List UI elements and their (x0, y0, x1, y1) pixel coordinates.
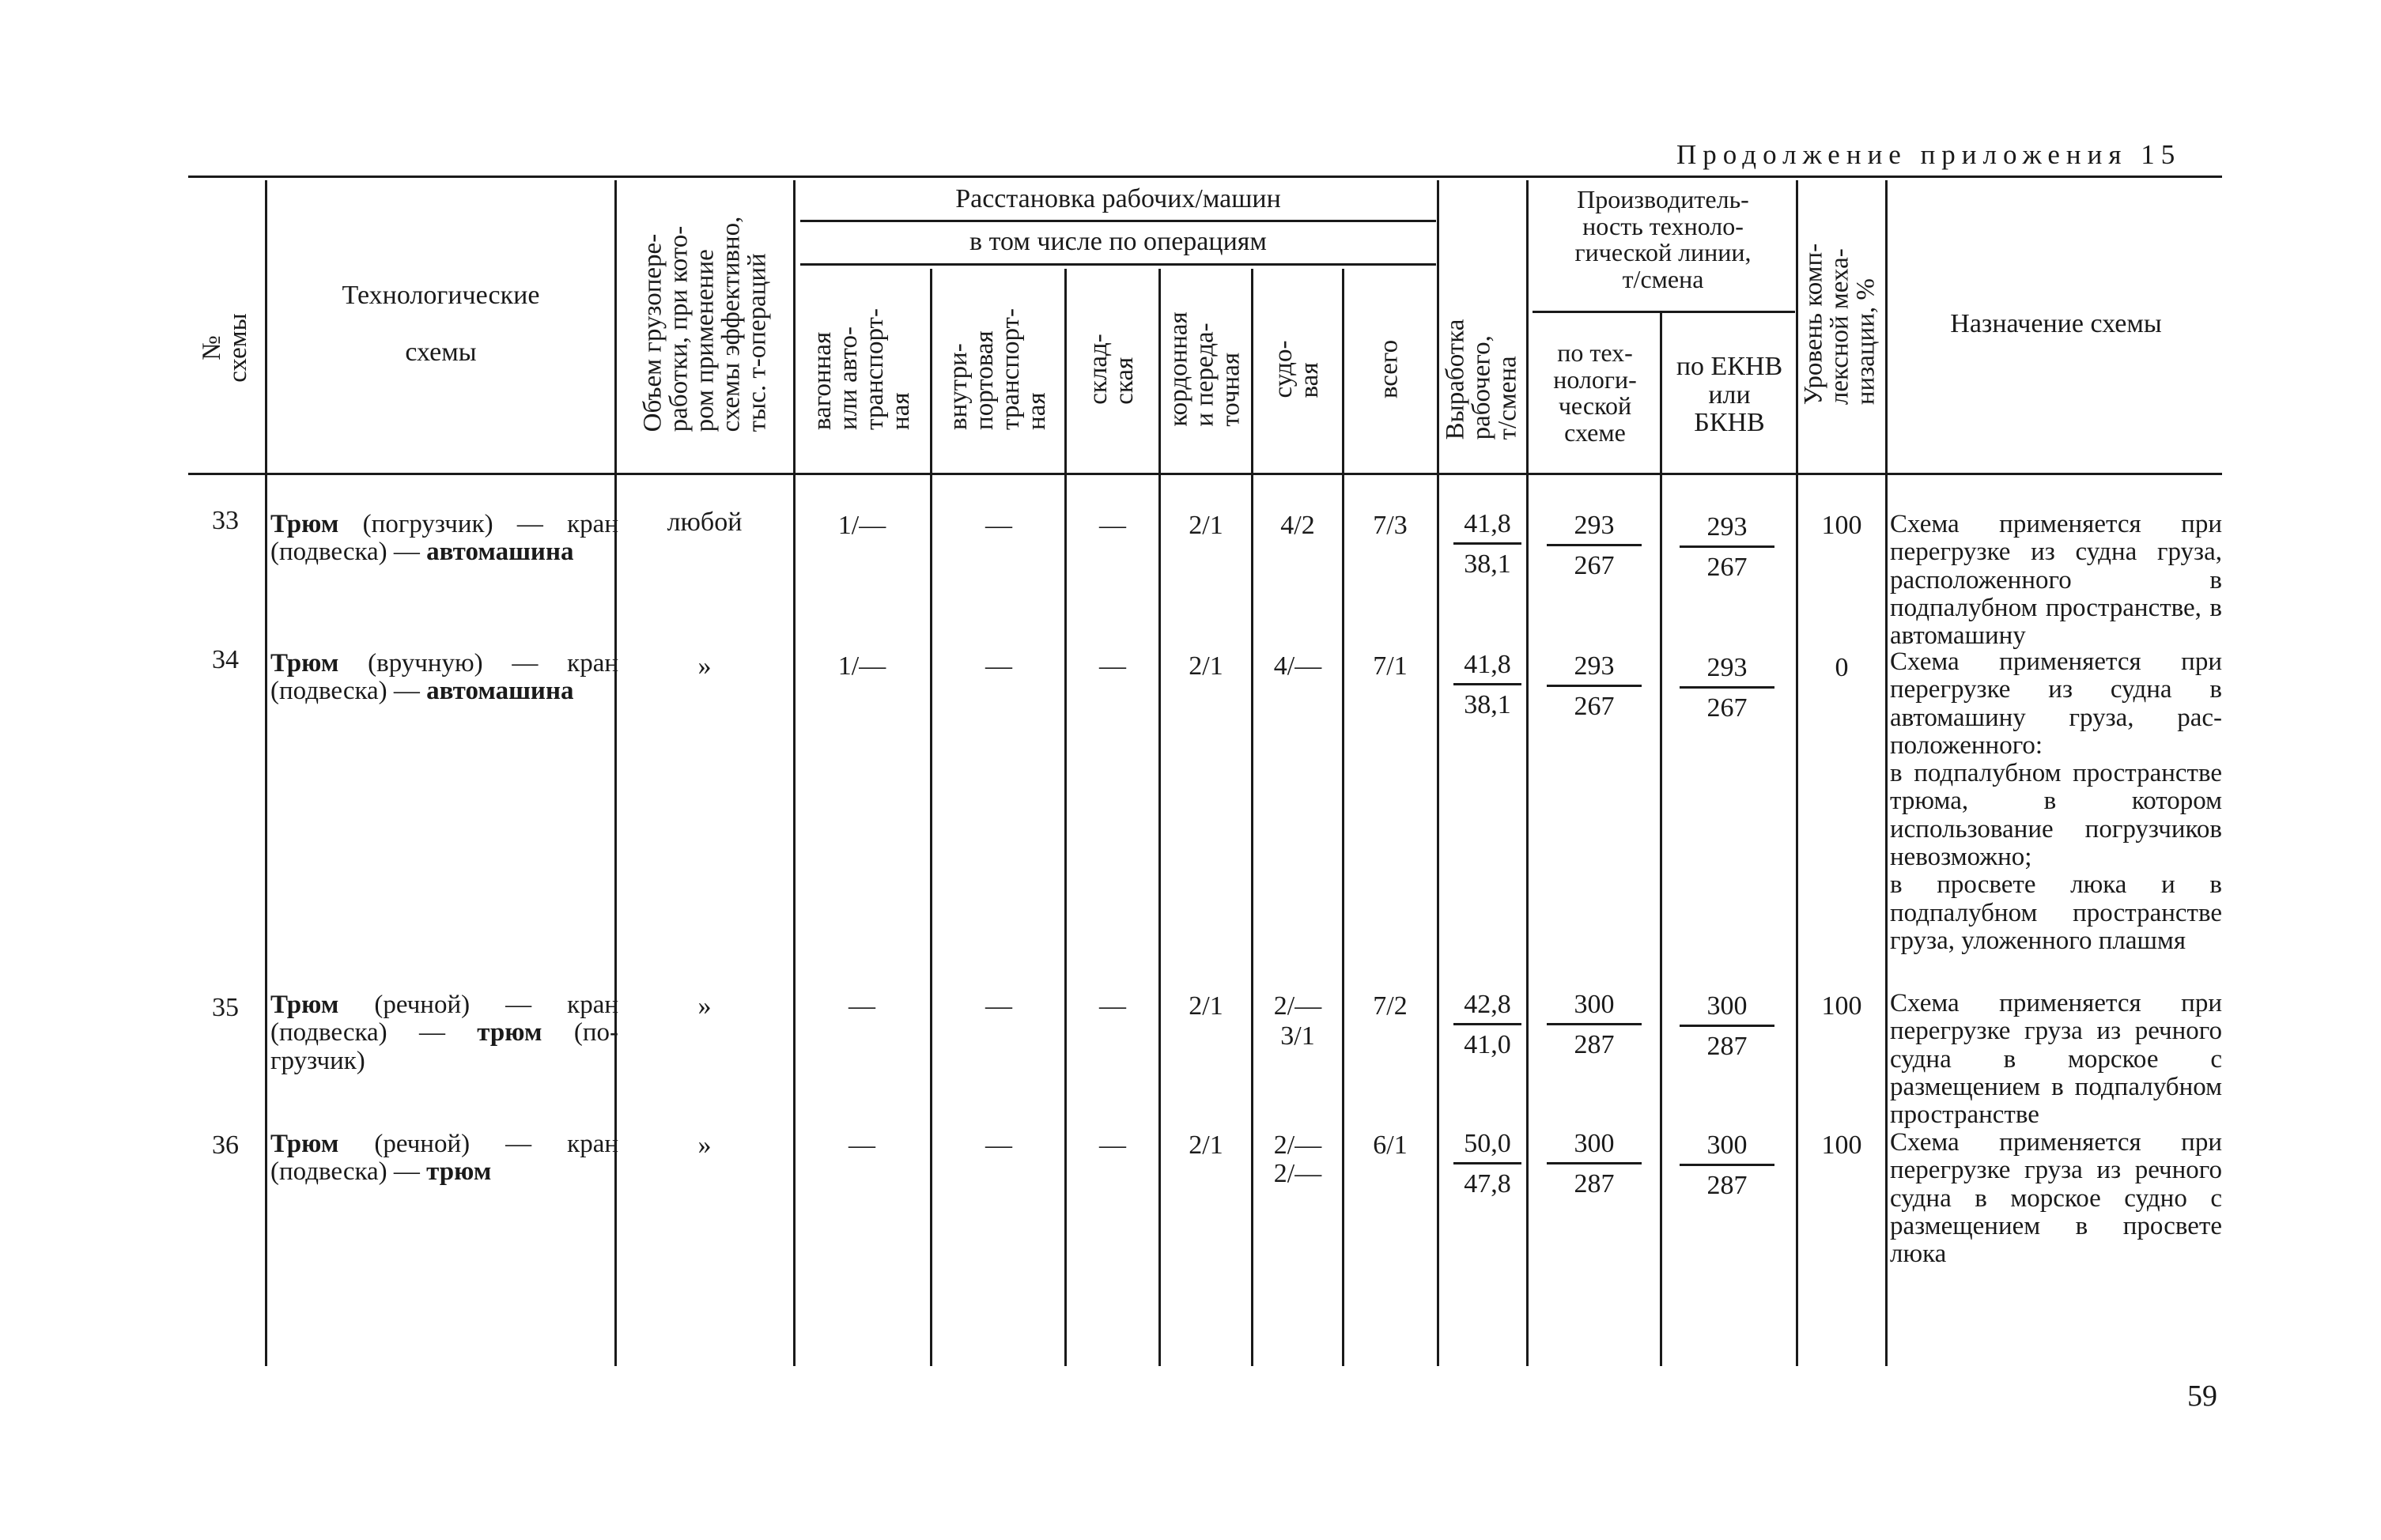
ship-cell: 4/— (1273, 651, 1322, 681)
volume-cell: » (697, 651, 712, 681)
purpose-text: Схема применяется при перегрузке груза из речного судна в морское с размещением в подпалубном пространстве (1890, 989, 2222, 1130)
page-caption: Продолжение приложения 15 (1676, 139, 2182, 170)
ship-cell: 2/— (1273, 991, 1322, 1021)
page-number: 59 (2187, 1380, 2217, 1413)
warehouse-cell: — (1099, 651, 1126, 681)
mech-cell: 100 (1821, 1130, 1862, 1160)
ship-cell-2: 3/1 (1280, 1021, 1315, 1051)
header-op-warehouse: склад- ская (1084, 334, 1139, 405)
header-output: Выработка рабочего, т/смена (1441, 319, 1522, 440)
scheme-text: Трюм (вручную) — кран (подвеска) — автомашина (270, 649, 618, 706)
ship-cell: 2/— (1273, 1130, 1322, 1160)
kordon-cell: 2/1 (1189, 991, 1223, 1021)
header-productivity: Производитель- ность техноло- гической линии, т/смена (1574, 185, 1752, 293)
placement-group-rule (800, 220, 1436, 222)
header-scheme-line1: Технологические (342, 281, 540, 310)
output-fraction: $\frac{41,8}{38,1}$ (1453, 511, 1521, 578)
header-op-total: всего (1374, 339, 1404, 399)
header-purpose: Назначение схемы (1950, 309, 2162, 338)
total-cell: 7/1 (1373, 651, 1408, 681)
header-op-inport: внутри- портовая транспорт- ная (944, 308, 1051, 430)
header-bottom-rule (188, 473, 2222, 475)
volume-cell: » (697, 991, 712, 1021)
table-top-rule (188, 176, 2222, 178)
header-placement: Расстановка рабочих/машин (955, 184, 1281, 213)
inport-cell: — (985, 651, 1012, 681)
total-cell: 6/1 (1373, 1130, 1408, 1160)
kordon-cell: 2/1 (1189, 651, 1223, 681)
scheme-text: Трюм (погрузчик) — кран (подвеска) — автомашина (270, 510, 618, 567)
col-rule (1660, 313, 1662, 1366)
col-rule (1796, 180, 1798, 1366)
purpose-text: Схема применяется при перегрузке из судна в автомашину груза, расположенного: в подпалубном пространстве трюма, в котором использование погрузчиков невозможно; в просвете люка и в подпалубном пространстве груза, уложенного плашмя (1890, 647, 2222, 955)
warehouse-cell: — (1099, 511, 1126, 540)
col-rule (614, 180, 617, 1366)
warehouse-cell: — (1099, 991, 1126, 1021)
mech-cell: 0 (1835, 653, 1849, 682)
header-mech: Уровень комп- лексной меха- низации, % (1799, 243, 1880, 406)
col-rule (1251, 269, 1253, 1366)
wagon-cell: 1/— (837, 651, 886, 681)
total-cell: 7/2 (1373, 991, 1408, 1021)
col-rule (930, 269, 932, 1366)
kordon-cell: 2/1 (1189, 511, 1223, 540)
eknv-fraction: $\frac{300}{287}$ (1680, 1132, 1774, 1199)
inport-cell: — (985, 1130, 1012, 1160)
mech-cell: 100 (1821, 991, 1862, 1021)
purpose-text: Схема применяется при перегрузке груза из речного судна в морское судно с размещением в просвете люка (1890, 1128, 2222, 1269)
purpose-text: Схема применяется при перегрузке из судна груза, расположенного в подпалубном пространстве, в автомашину (1890, 510, 2222, 651)
row-no: 36 (212, 1130, 239, 1160)
mech-cell: 100 (1821, 511, 1862, 540)
header-incl: в том числе по операциям (969, 227, 1267, 256)
col-rule (1158, 269, 1161, 1366)
output-fraction: $\frac{50,0}{47,8}$ (1453, 1130, 1521, 1198)
header-op-ship: судо- вая (1269, 340, 1324, 398)
col-rule (1526, 180, 1529, 1366)
volume-cell: любой (667, 508, 743, 537)
wagon-cell: 1/— (837, 511, 886, 540)
row-no: 35 (212, 993, 239, 1022)
header-prod-eknv: по ЕКНВ или БКНВ (1676, 352, 1783, 438)
prod-fraction: $\frac{293}{267}$ (1547, 653, 1642, 720)
prod-fraction: $\frac{300}{287}$ (1547, 1130, 1642, 1198)
prod-fraction: $\frac{300}{287}$ (1547, 991, 1642, 1059)
eknv-fraction: $\frac{300}{287}$ (1680, 993, 1774, 1060)
inport-cell: — (985, 511, 1012, 540)
row-no: 33 (212, 506, 239, 535)
scheme-text: Трюм (речной) — кран (подвеска) — трюм (270, 1130, 618, 1187)
warehouse-cell: — (1099, 1130, 1126, 1160)
col-rule (1885, 180, 1888, 1366)
col-rule (1342, 269, 1344, 1366)
header-scheme-line2: схемы (405, 338, 477, 367)
header-prod-scheme: по тех- нологи- ческой схеме (1553, 338, 1637, 447)
prod-fraction: $\frac{293}{267}$ (1547, 512, 1642, 579)
header-op-wagon: вагонная или авто- транспорт- ная (808, 308, 915, 430)
kordon-cell: 2/1 (1189, 1130, 1223, 1160)
volume-cell: » (697, 1130, 712, 1160)
incl-group-rule (800, 263, 1436, 266)
eknv-fraction: $\frac{293}{267}$ (1680, 655, 1774, 722)
col-rule (265, 180, 267, 1366)
total-cell: 7/3 (1373, 511, 1408, 540)
scheme-text: Трюм (речной) — кран (подвеска) — трюм (погрузчик) (270, 991, 618, 1075)
col-rule (1064, 269, 1067, 1366)
ship-cell-2: 2/— (1273, 1159, 1322, 1188)
row-no: 34 (212, 645, 239, 674)
ship-cell: 4/2 (1280, 511, 1315, 540)
productivity-group-rule (1533, 311, 1795, 313)
eknv-fraction: $\frac{293}{267}$ (1680, 514, 1774, 581)
header-op-kordon: кордонная и переда- точная (1164, 311, 1245, 427)
output-fraction: $\frac{42,8}{41,0}$ (1453, 991, 1521, 1059)
col-rule (1437, 180, 1439, 1366)
wagon-cell: — (848, 991, 875, 1021)
header-volume: Объем грузопере- работки, при кото- ром применение схемы эффективно, тыс. т-операций (638, 216, 772, 432)
wagon-cell: — (848, 1130, 875, 1160)
header-no: № схемы (198, 313, 252, 383)
output-fraction: $\frac{41,8}{38,1}$ (1453, 651, 1521, 719)
col-rule (793, 180, 796, 1366)
inport-cell: — (985, 991, 1012, 1021)
